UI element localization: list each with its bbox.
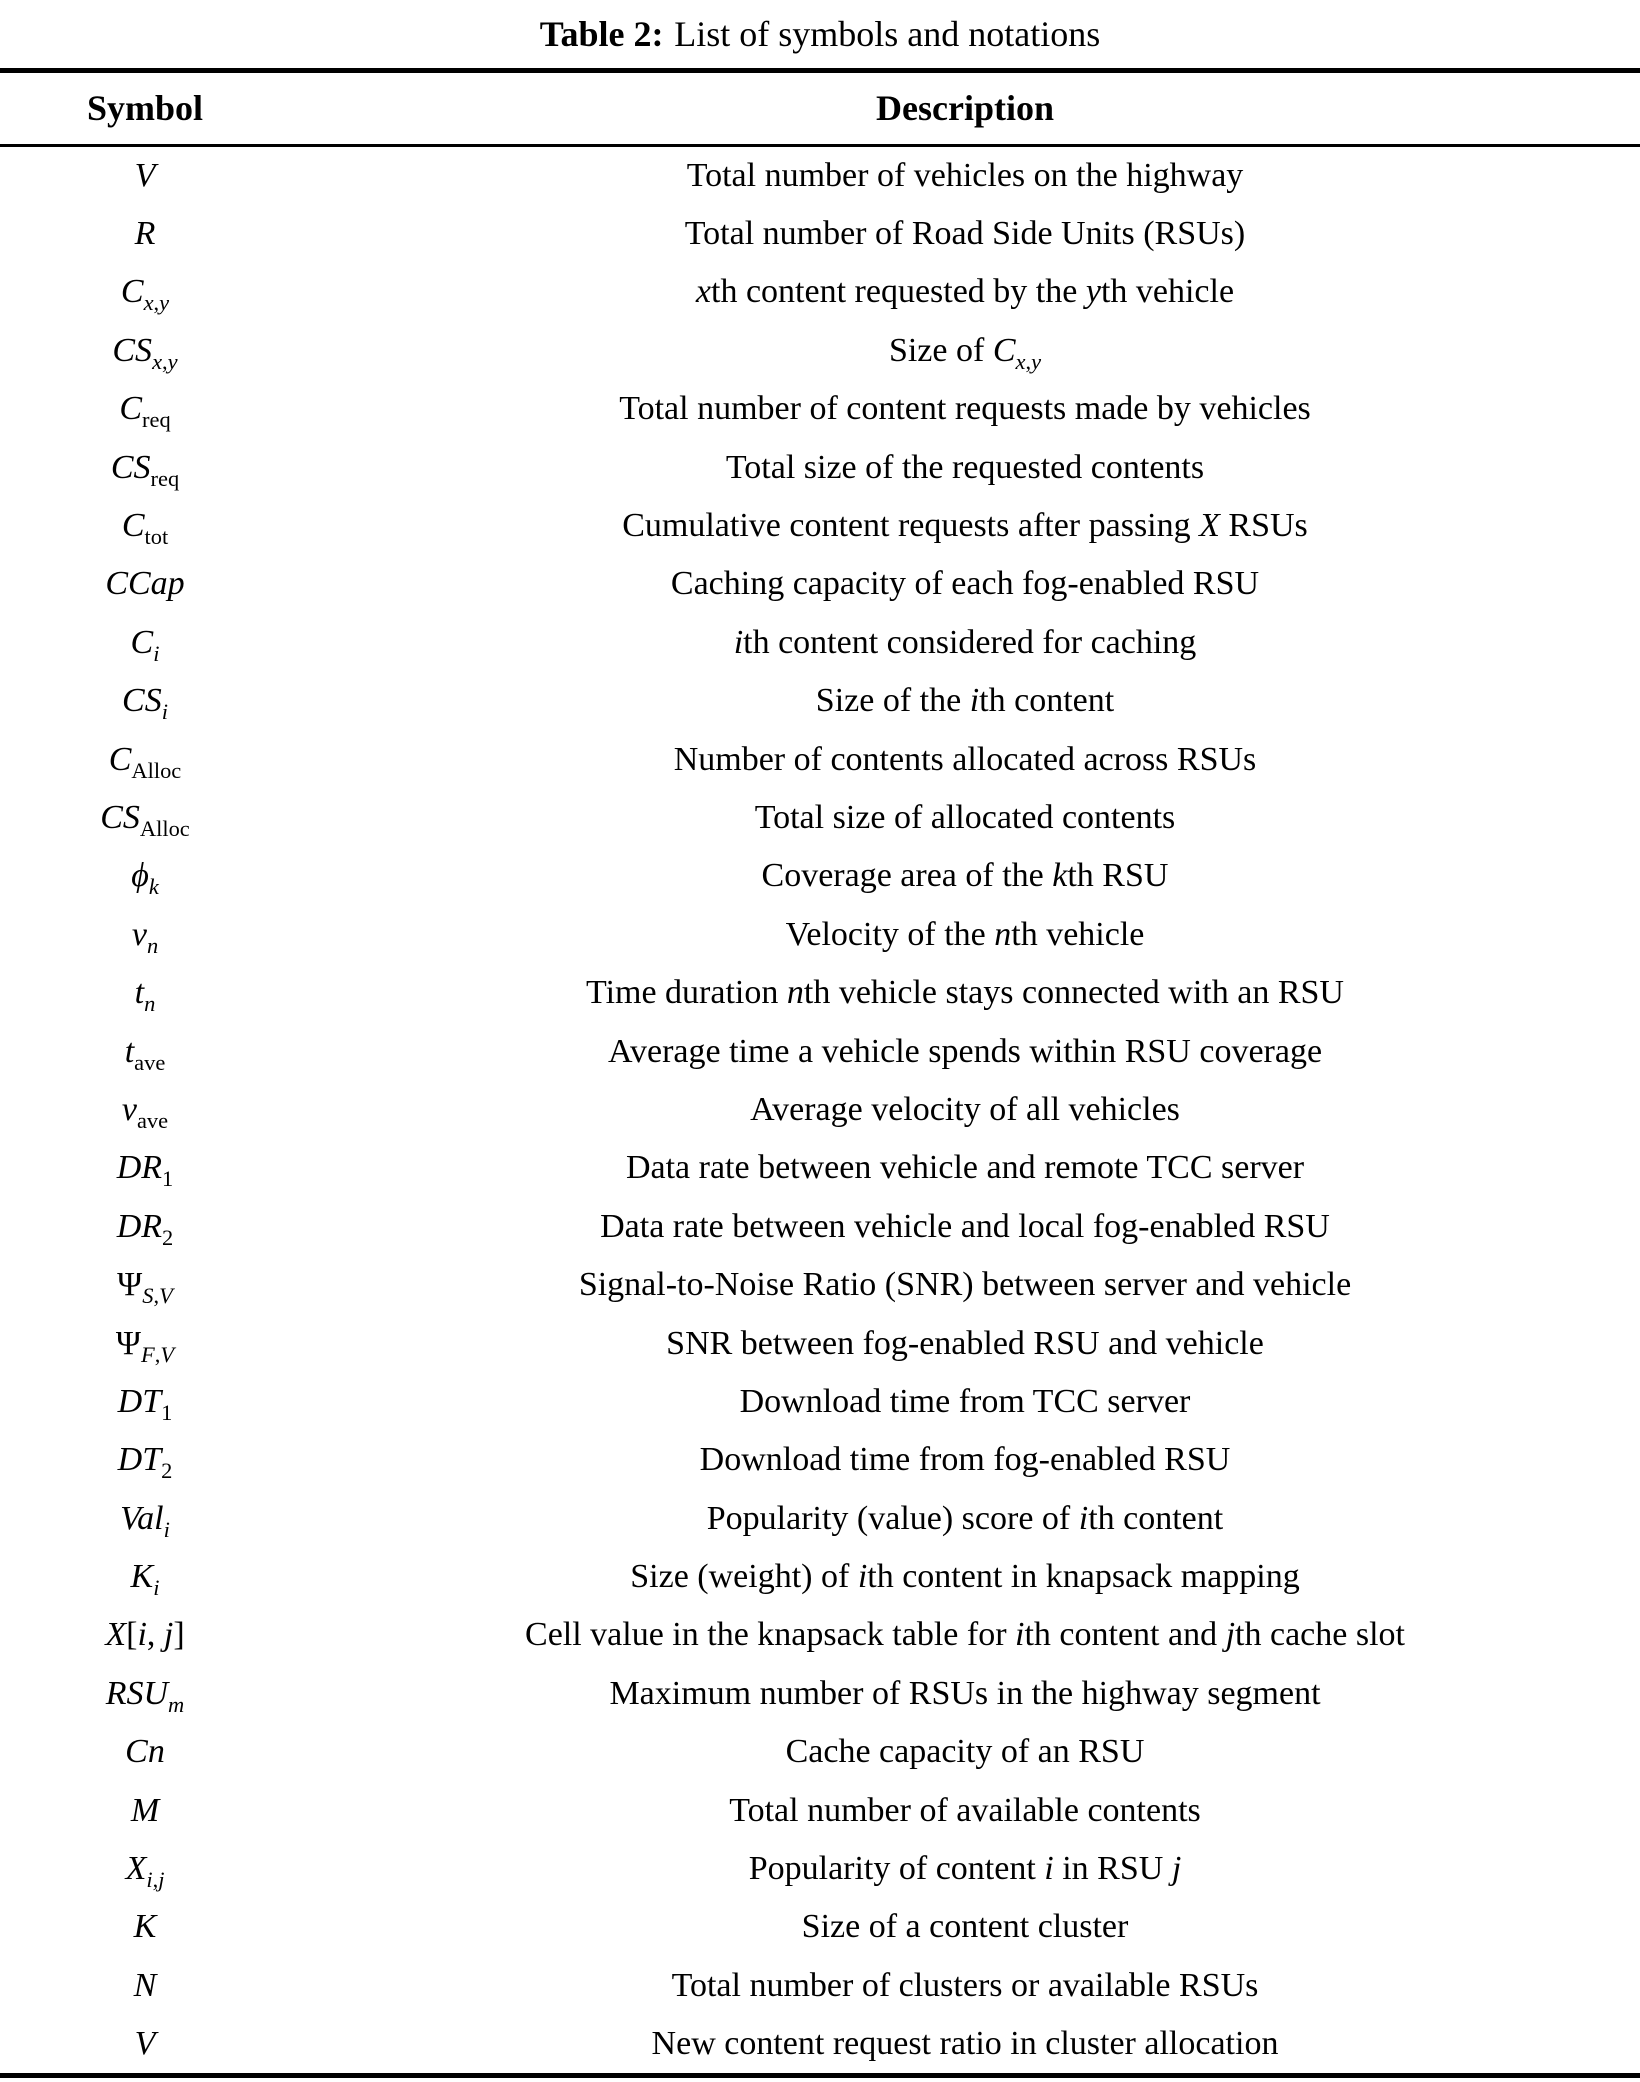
table-row (0, 1489, 1640, 1547)
description-cell: Maximum number of RSUs in the highway segment (609, 1674, 1321, 1712)
description-column-header: Description (876, 88, 1054, 129)
table-row (0, 672, 1640, 730)
description-cell: Cell value in the knapsack table for ith content and jth cache slot (525, 1616, 1405, 1654)
table-caption-number: Table 2: (539, 14, 664, 54)
table-row (0, 906, 1640, 964)
description-cell: Number of contents allocated across RSUs (673, 740, 1257, 778)
description-cell: Popularity (value) score of ith content (706, 1499, 1224, 1537)
table-row (0, 438, 1640, 496)
table-caption-text: List of symbols and notations (674, 14, 1101, 54)
symbol-cell: $t_{ave}$ (124, 1032, 166, 1075)
symbols-table-head (0, 73, 1640, 145)
symbol-cell: $C_{x,y}$ (120, 273, 170, 316)
symbols-table-body (0, 145, 1640, 2073)
table-row (0, 1781, 1640, 1839)
symbol-cell: $C_{req}$ (119, 390, 171, 433)
description-cell: Caching capacity of each fog-enabled RSU (670, 565, 1260, 603)
symbol-cell: $X_{i,j}$ (125, 1850, 165, 1892)
symbol-cell: Val$_i$ (120, 1499, 170, 1542)
table-row (0, 847, 1640, 905)
table-row (0, 1665, 1640, 1723)
table-row (0, 322, 1640, 380)
description-cell: Time duration nth vehicle stays connected with an RSU (586, 974, 1344, 1012)
description-cell: Data rate between vehicle and remote TCC server (625, 1149, 1305, 1187)
symbol-cell: $\Psi_{F,V}$ (115, 1324, 175, 1367)
description-cell: Coverage area of the kth RSU (761, 857, 1169, 895)
table-row (0, 1431, 1640, 1489)
table-row (0, 205, 1640, 263)
description-cell: Average time a vehicle spends within RSU coverage (607, 1032, 1323, 1070)
table-row (0, 1840, 1640, 1898)
table-row (0, 263, 1640, 321)
description-cell: Data rate between vehicle and local fog-enabled RSU (600, 1207, 1330, 1245)
table-row (0, 1606, 1640, 1664)
symbol-cell: $CS_{x,y}$ (112, 331, 178, 374)
description-cell: New content request ratio in cluster allocation (651, 2025, 1279, 2063)
table-row (0, 1723, 1640, 1781)
table-row (0, 1548, 1640, 1606)
symbols-table (0, 73, 1640, 2073)
description-cell: Average velocity of all vehicles (750, 1090, 1180, 1128)
description-cell: Cumulative content requests after passing X RSUs (622, 507, 1308, 545)
description-cell: Total size of the requested contents (725, 448, 1205, 486)
symbol-cell: X[i, j] (105, 1616, 185, 1654)
symbol-cell: $CS_{Alloc}$ (100, 798, 190, 841)
table-row (0, 1139, 1640, 1197)
description-cell: Popularity of content i in RSU j (748, 1850, 1182, 1888)
table-row (0, 614, 1640, 672)
symbol-column-header: Symbol (86, 88, 204, 129)
table-row (0, 789, 1640, 847)
description-cell: Download time from fog-enabled RSU (699, 1441, 1231, 1479)
table-row (0, 1314, 1640, 1372)
symbol-cell: $v_{ave}$ (121, 1090, 169, 1133)
symbol-cell: M (130, 1791, 160, 1829)
description-cell: Size of $C_{x,y}$ (888, 331, 1042, 374)
table-row (0, 1898, 1640, 1956)
symbol-cell: $CS_{req}$ (110, 448, 180, 491)
description-cell: Download time from TCC server (739, 1382, 1191, 1420)
description-cell: Size (weight) of ith content in knapsack mapping (630, 1558, 1300, 1596)
symbol-cell: $DT_1$ (117, 1382, 173, 1425)
symbol-cell: $C_{tot}$ (121, 507, 169, 549)
symbol-cell: $DR_1$ (116, 1149, 174, 1192)
table-row (0, 2015, 1640, 2073)
description-cell: Total number of content requests made by vehicles (619, 390, 1311, 428)
symbol-cell: CCap (105, 565, 185, 603)
symbol-cell: $C_{Alloc}$ (108, 740, 182, 783)
symbol-cell: $K_i$ (130, 1558, 160, 1600)
description-cell: Total number of available contents (729, 1791, 1201, 1829)
description-cell: Total number of vehicles on the highway (686, 156, 1244, 194)
symbol-cell: $C_i$ (130, 623, 160, 666)
description-cell: Velocity of the nth vehicle (785, 915, 1145, 953)
table-row (0, 145, 1640, 205)
description-cell: Total size of allocated contents (754, 798, 1176, 836)
table-row (0, 1022, 1640, 1080)
table-bottom-rule (0, 2073, 1640, 2078)
symbol-cell: $DT_2$ (117, 1441, 173, 1484)
symbol-cell: V (134, 156, 156, 194)
description-cell: Cache capacity of an RSU (785, 1733, 1145, 1771)
symbol-cell: $t_n$ (134, 974, 156, 1016)
description-cell: ith content considered for caching (733, 623, 1197, 661)
table-row (0, 1081, 1640, 1139)
table-row (0, 1256, 1640, 1314)
table-row (0, 380, 1640, 438)
table-row (0, 730, 1640, 788)
table-row (0, 497, 1640, 555)
description-cell: Size of a content cluster (801, 1908, 1129, 1946)
symbol-cell: N (133, 1966, 157, 2004)
description-cell: Signal-to-Noise Ratio (SNR) between server and vehicle (578, 1266, 1352, 1304)
symbol-cell: $v_n$ (131, 915, 159, 958)
symbol-cell: K (133, 1908, 157, 1946)
table-row (0, 1198, 1640, 1256)
table-row (0, 1373, 1640, 1431)
symbol-cell: $CS_i$ (122, 682, 168, 724)
table-row (0, 555, 1640, 613)
table-row (0, 964, 1640, 1022)
description-cell: Size of the ith content (815, 682, 1115, 720)
symbol-cell: $DR_2$ (116, 1207, 174, 1250)
table-caption (0, 0, 1640, 68)
description-cell: Total number of Road Side Units (RSUs) (684, 215, 1246, 253)
description-cell: xth content requested by the yth vehicle (695, 273, 1235, 311)
symbol-cell: $RSU_m$ (105, 1674, 185, 1717)
description-cell: SNR between fog-enabled RSU and vehicle (666, 1324, 1264, 1362)
symbol-cell: V (134, 2025, 156, 2063)
description-cell: Total number of clusters or available RSUs (671, 1966, 1259, 2004)
table-row (0, 1957, 1640, 2015)
symbol-cell: Cn (125, 1733, 165, 1771)
symbol-cell: $\phi_k$ (131, 857, 159, 900)
symbol-cell: $\Psi_{S,V}$ (117, 1266, 173, 1308)
symbol-cell: R (134, 215, 156, 253)
header-row (0, 73, 1640, 145)
